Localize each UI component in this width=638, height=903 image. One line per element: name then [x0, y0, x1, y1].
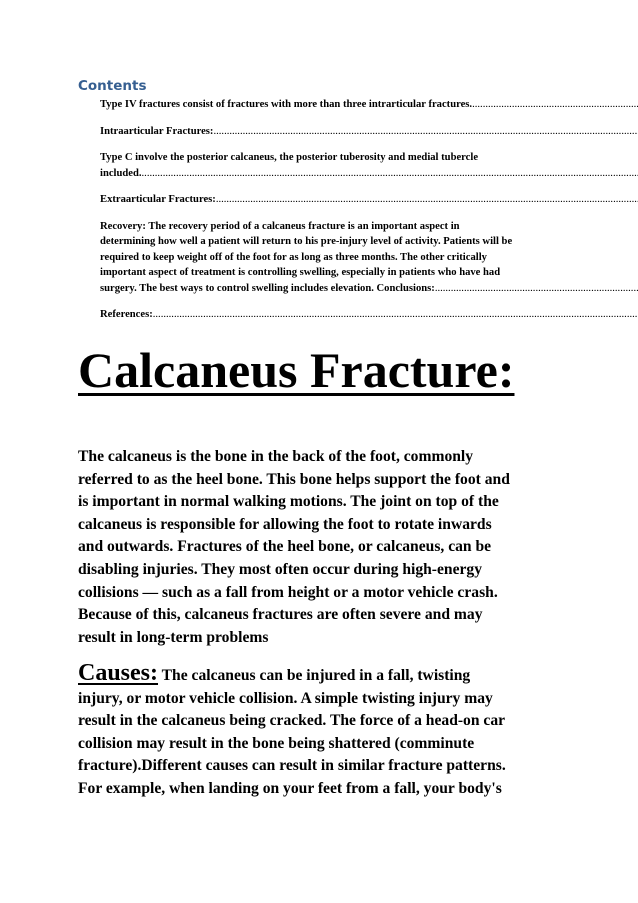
- body-line: collisions — such as a fall from height or a motor vehicle crash.: [78, 583, 498, 601]
- toc-heading: Contents: [78, 78, 147, 94]
- body-line: collision may result in the bone being shattered (comminute: [78, 734, 475, 752]
- table-of-contents: [100, 97, 638, 334]
- body-line: Because of this, calcaneus fractures are often severe and may: [78, 606, 483, 624]
- toc-entry[interactable]: [100, 219, 638, 297]
- body-line: For example, when landing on your feet from a fall, your body's: [78, 779, 502, 797]
- body-line: and outwards. Fractures of the heel bone, or calcaneus, can be: [78, 538, 492, 556]
- page-title: Calcaneus Fracture:: [78, 342, 515, 398]
- toc-entry-text: Intraarticular Fractures:: [100, 125, 214, 137]
- body-line: The calcaneus is the bone in the back of the foot, commonly: [78, 448, 474, 465]
- toc-entry[interactable]: [100, 150, 638, 181]
- toc-dot-leader: [213, 124, 638, 140]
- toc-entry-text: References:: [100, 309, 153, 320]
- toc-entry-text: Type IV fractures consist of fractures with more than three intrarticular fractures.: [100, 99, 473, 110]
- causes-paragraph: [78, 662, 573, 801]
- toc-entry-text: Extraarticular Fractures:: [100, 194, 216, 205]
- causes-heading: Causes:: [78, 660, 159, 686]
- body-line: result in the calcaneus being cracked. The force of a head-on car: [78, 712, 506, 730]
- toc-entry-text: Recovery: The recovery period of a calcaneus fracture is an important aspect in: [100, 220, 460, 232]
- toc-entry-text: required to keep weight off of the foot for as long as three months. The other critically: [100, 251, 487, 263]
- toc-dot-leader: [216, 192, 638, 208]
- toc-entry-text: determining how well a patient will return to his pre-injury level of activity. Patients will be: [100, 236, 513, 247]
- body-line: calcaneus is responsible for allowing the foot to rotate inwards: [78, 515, 492, 533]
- toc-dot-leader: [142, 166, 638, 182]
- body-line: result in long-term problems: [78, 628, 269, 646]
- causes-first-line: The calcaneus can be injured in a fall, twisting: [158, 667, 471, 684]
- toc-entry[interactable]: [100, 124, 638, 140]
- toc-dot-leader: [435, 281, 638, 297]
- toc-entry-text: Type C involve the posterior calcaneus, the posterior tuberosity and medial tubercle: [100, 152, 479, 163]
- body-line: disabling injuries. They most often occur during high-energy: [78, 560, 483, 578]
- body-line: fracture).Different causes can result in similar fracture patterns.: [78, 757, 506, 775]
- toc-dot-leader: [472, 97, 638, 113]
- toc-entry[interactable]: [100, 192, 638, 208]
- toc-entry[interactable]: [100, 307, 638, 323]
- body-line: injury, or motor vehicle collision. A simple twisting injury may: [78, 689, 493, 707]
- toc-dot-leader: [153, 307, 638, 323]
- toc-entry-text: important aspect of treatment is controlling swelling, especially in patients who have had: [100, 267, 501, 278]
- toc-entry-text: surgery. The best ways to control swelling includes elevation. Conclusions:: [100, 282, 435, 294]
- intro-paragraph: [78, 446, 573, 649]
- body-line: referred to as the heel bone. This bone helps support the foot and: [78, 470, 510, 488]
- toc-entry-text: included.: [100, 167, 142, 179]
- toc-entry[interactable]: [100, 97, 638, 113]
- body-line: is important in normal walking motions. The joint on top of the: [78, 493, 499, 511]
